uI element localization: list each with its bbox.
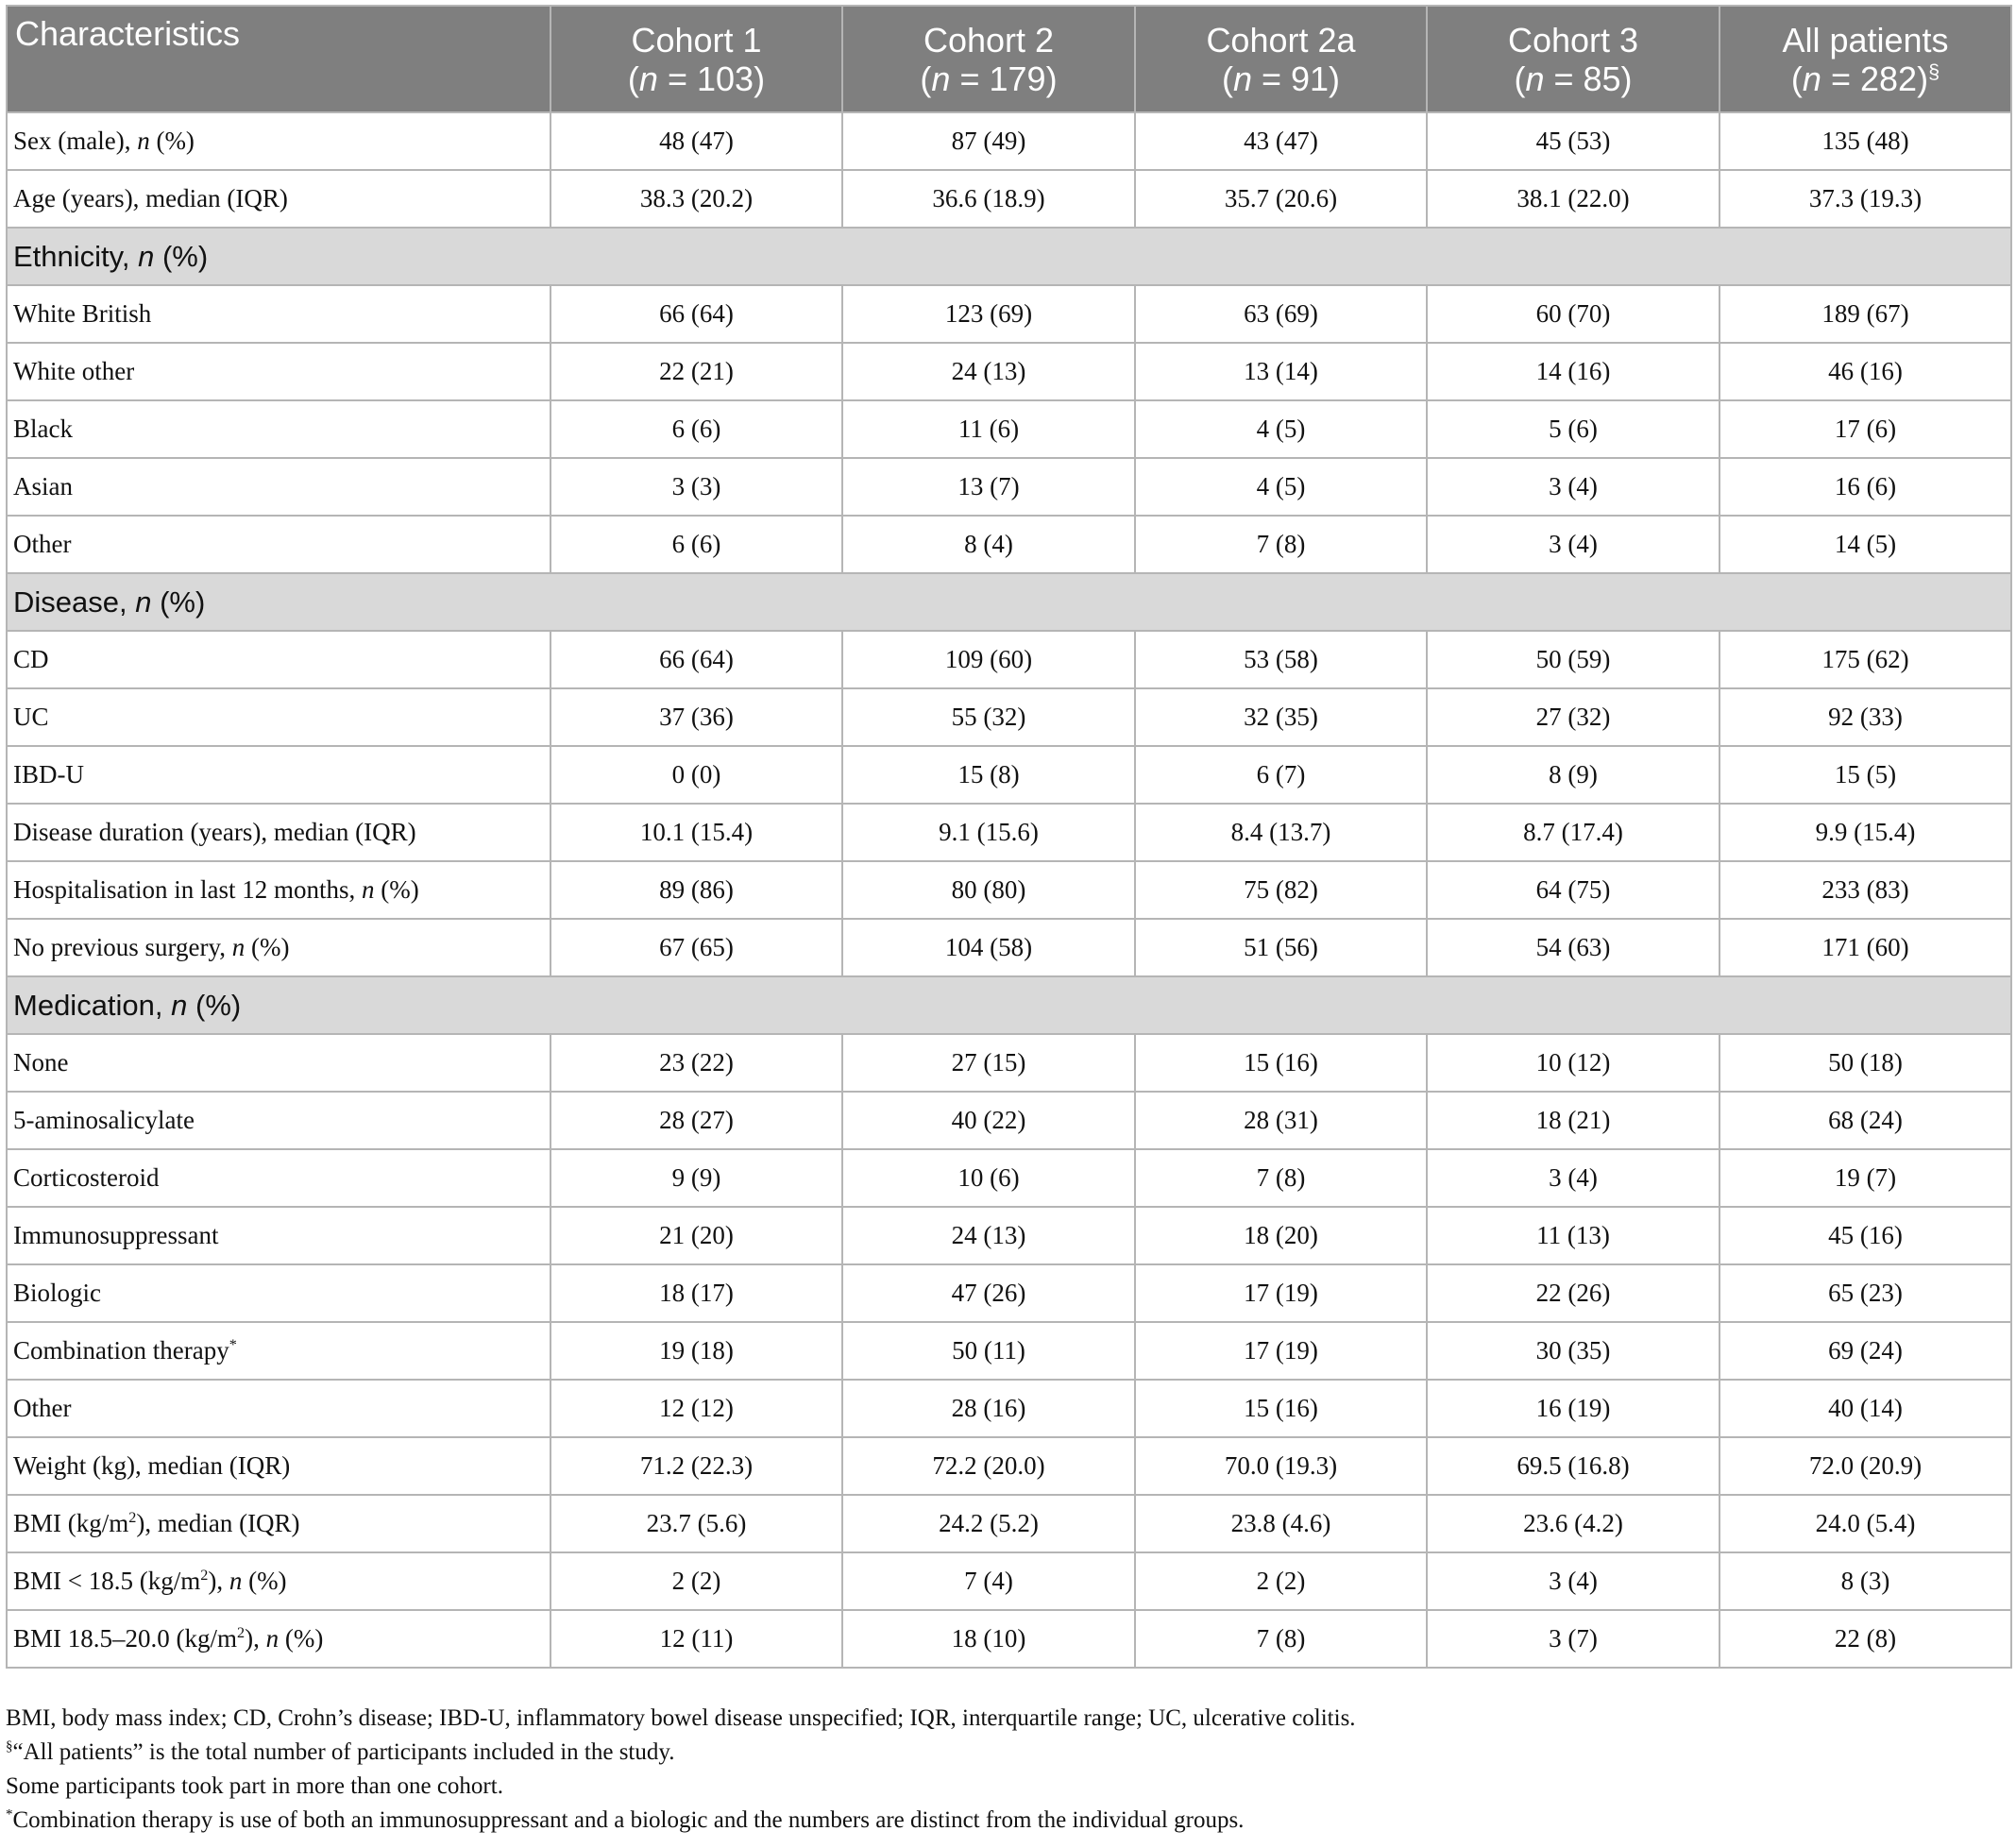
table-row: [7, 1495, 2011, 1552]
header-characteristics: Characteristics: [7, 6, 551, 112]
table-cell: 18 (17): [551, 1264, 842, 1322]
table-cell: 67 (65): [551, 919, 842, 976]
table-cell: 38.1 (22.0): [1427, 170, 1720, 228]
table-cell: 89 (86): [551, 861, 842, 919]
table-cell: 64 (75): [1427, 861, 1720, 919]
table-cell: 35.7 (20.6): [1135, 170, 1427, 228]
table-cell: 11 (6): [842, 400, 1135, 458]
table-cell: 8 (3): [1720, 1552, 2011, 1610]
table-cell: 23 (22): [551, 1034, 842, 1092]
table-cell: 23.8 (4.6): [1135, 1495, 1427, 1552]
table-row: [7, 746, 2011, 804]
table-row: [7, 170, 2011, 228]
header-cohort-1: Cohort 1 (n = 103): [551, 6, 842, 112]
row-label: No previous surgery, n (%): [7, 919, 551, 976]
table-cell: 22 (26): [1427, 1264, 1720, 1322]
table-cell: 8 (4): [842, 516, 1135, 573]
table-cell: 50 (59): [1427, 631, 1720, 688]
table-cell: 17 (19): [1135, 1322, 1427, 1380]
row-label: Hospitalisation in last 12 months, n (%): [7, 861, 551, 919]
section-label: Ethnicity, n (%): [7, 228, 2011, 285]
section-row-disease: [7, 573, 2011, 631]
table-cell: 3 (7): [1427, 1610, 1720, 1668]
table-cell: 10 (12): [1427, 1034, 1720, 1092]
row-label: Corticosteroid: [7, 1149, 551, 1207]
header-cohort-2a-name: Cohort 2a: [1206, 20, 1356, 59]
table-row: [7, 516, 2011, 573]
table-cell: 3 (4): [1427, 1552, 1720, 1610]
table-cell: 30 (35): [1427, 1322, 1720, 1380]
table-cell: 18 (21): [1427, 1092, 1720, 1149]
table-cell: 17 (6): [1720, 400, 2011, 458]
patient-characteristics-table: [6, 5, 2012, 1669]
table-cell: 4 (5): [1135, 458, 1427, 516]
table-cell: 9 (9): [551, 1149, 842, 1207]
table-row: [7, 1437, 2011, 1495]
table-row: [7, 919, 2011, 976]
table-cell: 22 (21): [551, 343, 842, 400]
table-cell: 233 (83): [1720, 861, 2011, 919]
header-cohort-2: Cohort 2 (n = 179): [842, 6, 1135, 112]
table-cell: 63 (69): [1135, 285, 1427, 343]
table-cell: 70.0 (19.3): [1135, 1437, 1427, 1495]
row-label: Age (years), median (IQR): [7, 170, 551, 228]
table-cell: 13 (7): [842, 458, 1135, 516]
table-row: [7, 400, 2011, 458]
table-cell: 28 (31): [1135, 1092, 1427, 1149]
row-label: White other: [7, 343, 551, 400]
table-cell: 7 (4): [842, 1552, 1135, 1610]
table-cell: 45 (16): [1720, 1207, 2011, 1264]
table-cell: 60 (70): [1427, 285, 1720, 343]
header-row: [7, 6, 2011, 112]
row-label: IBD-U: [7, 746, 551, 804]
table-cell: 6 (6): [551, 516, 842, 573]
row-label: BMI 18.5–20.0 $(kg/m^2)$, n (%): [7, 1610, 551, 1668]
row-label: Biologic: [7, 1264, 551, 1322]
table-cell: 28 (16): [842, 1380, 1135, 1437]
table-cell: 171 (60): [1720, 919, 2011, 976]
table-row: [7, 1380, 2011, 1437]
table-cell: 3 (4): [1427, 458, 1720, 516]
table-cell: 21 (20): [551, 1207, 842, 1264]
table-cell: 72.2 (20.0): [842, 1437, 1135, 1495]
table-cell: 5 (6): [1427, 400, 1720, 458]
table-cell: 6 (7): [1135, 746, 1427, 804]
table-cell: 18 (20): [1135, 1207, 1427, 1264]
table-cell: 27 (32): [1427, 688, 1720, 746]
table-row: [7, 458, 2011, 516]
table-cell: 15 (16): [1135, 1034, 1427, 1092]
table-row: [7, 631, 2011, 688]
table-cell: 66 (64): [551, 285, 842, 343]
table-cell: 69 (24): [1720, 1322, 2011, 1380]
table-cell: 2 (2): [1135, 1552, 1427, 1610]
table-cell: 24 (13): [842, 343, 1135, 400]
table-cell: 123 (69): [842, 285, 1135, 343]
row-label: Immunosuppressant: [7, 1207, 551, 1264]
row-label: CD: [7, 631, 551, 688]
table-cell: 11 (13): [1427, 1207, 1720, 1264]
table-cell: 9.1 (15.6): [842, 804, 1135, 861]
table-cell: 40 (22): [842, 1092, 1135, 1149]
table-cell: 12 (11): [551, 1610, 842, 1668]
table-cell: 3 (4): [1427, 516, 1720, 573]
footnote-all-patients: §“All patients” is the total number of participants included in the study.: [6, 1738, 675, 1765]
table-cell: 46 (16): [1720, 343, 2011, 400]
table-cell: 10 (6): [842, 1149, 1135, 1207]
table-row: [7, 861, 2011, 919]
table-cell: 48 (47): [551, 112, 842, 170]
table-cell: 27 (15): [842, 1034, 1135, 1092]
table-cell: 24.0 (5.4): [1720, 1495, 2011, 1552]
table-row: [7, 285, 2011, 343]
table-cell: 92 (33): [1720, 688, 2011, 746]
table-row: [7, 1092, 2011, 1149]
table-cell: 8.7 (17.4): [1427, 804, 1720, 861]
table-cell: 3 (4): [1427, 1149, 1720, 1207]
table-cell: 54 (63): [1427, 919, 1720, 976]
table-cell: 15 (8): [842, 746, 1135, 804]
section-mark: §: [1928, 59, 1940, 83]
table-cell: 53 (58): [1135, 631, 1427, 688]
table-cell: 3 (3): [551, 458, 842, 516]
table-cell: 24.2 (5.2): [842, 1495, 1135, 1552]
asterisk-mark: *: [229, 1336, 237, 1353]
table-cell: 55 (32): [842, 688, 1135, 746]
table-row: [7, 1264, 2011, 1322]
table-cell: 2 (2): [551, 1552, 842, 1610]
table-cell: 7 (8): [1135, 516, 1427, 573]
table-cell: 14 (5): [1720, 516, 2011, 573]
row-label: UC: [7, 688, 551, 746]
header-cohort-2a: Cohort 2a (n = 91): [1135, 6, 1427, 112]
header-cohort-3: Cohort 3 (n = 85): [1427, 6, 1720, 112]
table-row: [7, 112, 2011, 170]
table-row: [7, 1207, 2011, 1264]
header-cohort-3-name: Cohort 3: [1507, 20, 1639, 59]
table-cell: 66 (64): [551, 631, 842, 688]
table-cell: 15 (16): [1135, 1380, 1427, 1437]
table-cell: 14 (16): [1427, 343, 1720, 400]
table-cell: 38.3 (20.2): [551, 170, 842, 228]
row-label: White British: [7, 285, 551, 343]
row-label: BMI < 18.5 $(kg/m^2)$, n (%): [7, 1552, 551, 1610]
section-row-ethnicity: [7, 228, 2011, 285]
row-label: BMI $(kg/m^2)$, median (IQR): [7, 1495, 551, 1552]
row-label: Asian: [7, 458, 551, 516]
table-cell: 7 (8): [1135, 1149, 1427, 1207]
section-label: Medication, n (%): [7, 976, 2011, 1034]
table-row: [7, 688, 2011, 746]
table-cell: 37.3 (19.3): [1720, 170, 2011, 228]
table-cell: 24 (13): [842, 1207, 1135, 1264]
table-cell: 32 (35): [1135, 688, 1427, 746]
table-cell: 69.5 (16.8): [1427, 1437, 1720, 1495]
table-row: [7, 1149, 2011, 1207]
table-cell: 47 (26): [842, 1264, 1135, 1322]
row-label: Disease duration (years), median (IQR): [7, 804, 551, 861]
table-cell: 22 (8): [1720, 1610, 2011, 1668]
section-label: Disease, n (%): [7, 573, 2011, 631]
table-cell: 109 (60): [842, 631, 1135, 688]
table-cell: 18 (10): [842, 1610, 1135, 1668]
table-row: [7, 1610, 2011, 1668]
table-cell: 75 (82): [1135, 861, 1427, 919]
table-cell: 0 (0): [551, 746, 842, 804]
table-cell: 19 (7): [1720, 1149, 2011, 1207]
table-cell: 135 (48): [1720, 112, 2011, 170]
row-label: Other: [7, 516, 551, 573]
table-cell: 104 (58): [842, 919, 1135, 976]
table-cell: 28 (27): [551, 1092, 842, 1149]
table-cell: 6 (6): [551, 400, 842, 458]
table-cell: 23.7 (5.6): [551, 1495, 842, 1552]
table-cell: 12 (12): [551, 1380, 842, 1437]
row-label: None: [7, 1034, 551, 1092]
table-cell: 65 (23): [1720, 1264, 2011, 1322]
table-cell: 50 (11): [842, 1322, 1135, 1380]
row-label: Black: [7, 400, 551, 458]
footnote-multiple-cohorts: Some participants took part in more than one cohort.: [6, 1773, 503, 1799]
table-cell: 87 (49): [842, 112, 1135, 170]
table-cell: 16 (6): [1720, 458, 2011, 516]
table-cell: 16 (19): [1427, 1380, 1720, 1437]
table-cell: 7 (8): [1135, 1610, 1427, 1668]
table-cell: 43 (47): [1135, 112, 1427, 170]
footnote-combination-therapy: *Combination therapy is use of both an immunosuppressant and a biologic and the numbers are distinct from the individual groups.: [6, 1806, 1245, 1833]
table-cell: 72.0 (20.9): [1720, 1437, 2011, 1495]
table-row: [7, 1034, 2011, 1092]
row-label: Sex (male), n (%): [7, 112, 551, 170]
header-all-patients: All patients (n = 282)§: [1720, 6, 2011, 112]
table-cell: 68 (24): [1720, 1092, 2011, 1149]
header-all-patients-name: All patients: [1782, 20, 1949, 59]
table-cell: 8.4 (13.7): [1135, 804, 1427, 861]
section-row-medication: [7, 976, 2011, 1034]
table-cell: 40 (14): [1720, 1380, 2011, 1437]
table-cell: 189 (67): [1720, 285, 2011, 343]
table-row: [7, 804, 2011, 861]
table-row: [7, 343, 2011, 400]
table-cell: 37 (36): [551, 688, 842, 746]
footnote-abbreviations: BMI, body mass index; CD, Crohn’s disease; IBD-U, inflammatory bowel disease unspecified; IQR, interquartile range; UC, ulcerative colitis.: [6, 1705, 1356, 1731]
table-cell: 51 (56): [1135, 919, 1427, 976]
table-cell: 8 (9): [1427, 746, 1720, 804]
table-cell: 71.2 (22.3): [551, 1437, 842, 1495]
table-cell: 23.6 (4.2): [1427, 1495, 1720, 1552]
header-cohort-1-name: Cohort 1: [631, 20, 762, 59]
table-cell: 10.1 (15.4): [551, 804, 842, 861]
row-label: Other: [7, 1380, 551, 1437]
row-label: Weight (kg), median (IQR): [7, 1437, 551, 1495]
row-label: 5-aminosalicylate: [7, 1092, 551, 1149]
header-cohort-2-name: Cohort 2: [923, 20, 1055, 59]
table-cell: 13 (14): [1135, 343, 1427, 400]
table-cell: 36.6 (18.9): [842, 170, 1135, 228]
table-cell: 15 (5): [1720, 746, 2011, 804]
table-footnotes: [6, 1702, 2008, 1838]
table-cell: 175 (62): [1720, 631, 2011, 688]
table-cell: 19 (18): [551, 1322, 842, 1380]
table-cell: 45 (53): [1427, 112, 1720, 170]
table-row: [7, 1552, 2011, 1610]
table-cell: 17 (19): [1135, 1264, 1427, 1322]
table-cell: 80 (80): [842, 861, 1135, 919]
table-row: [7, 1322, 2011, 1380]
table-cell: 9.9 (15.4): [1720, 804, 2011, 861]
table-cell: 50 (18): [1720, 1034, 2011, 1092]
row-label: Combination therapy*: [7, 1322, 551, 1380]
table-cell: 4 (5): [1135, 400, 1427, 458]
